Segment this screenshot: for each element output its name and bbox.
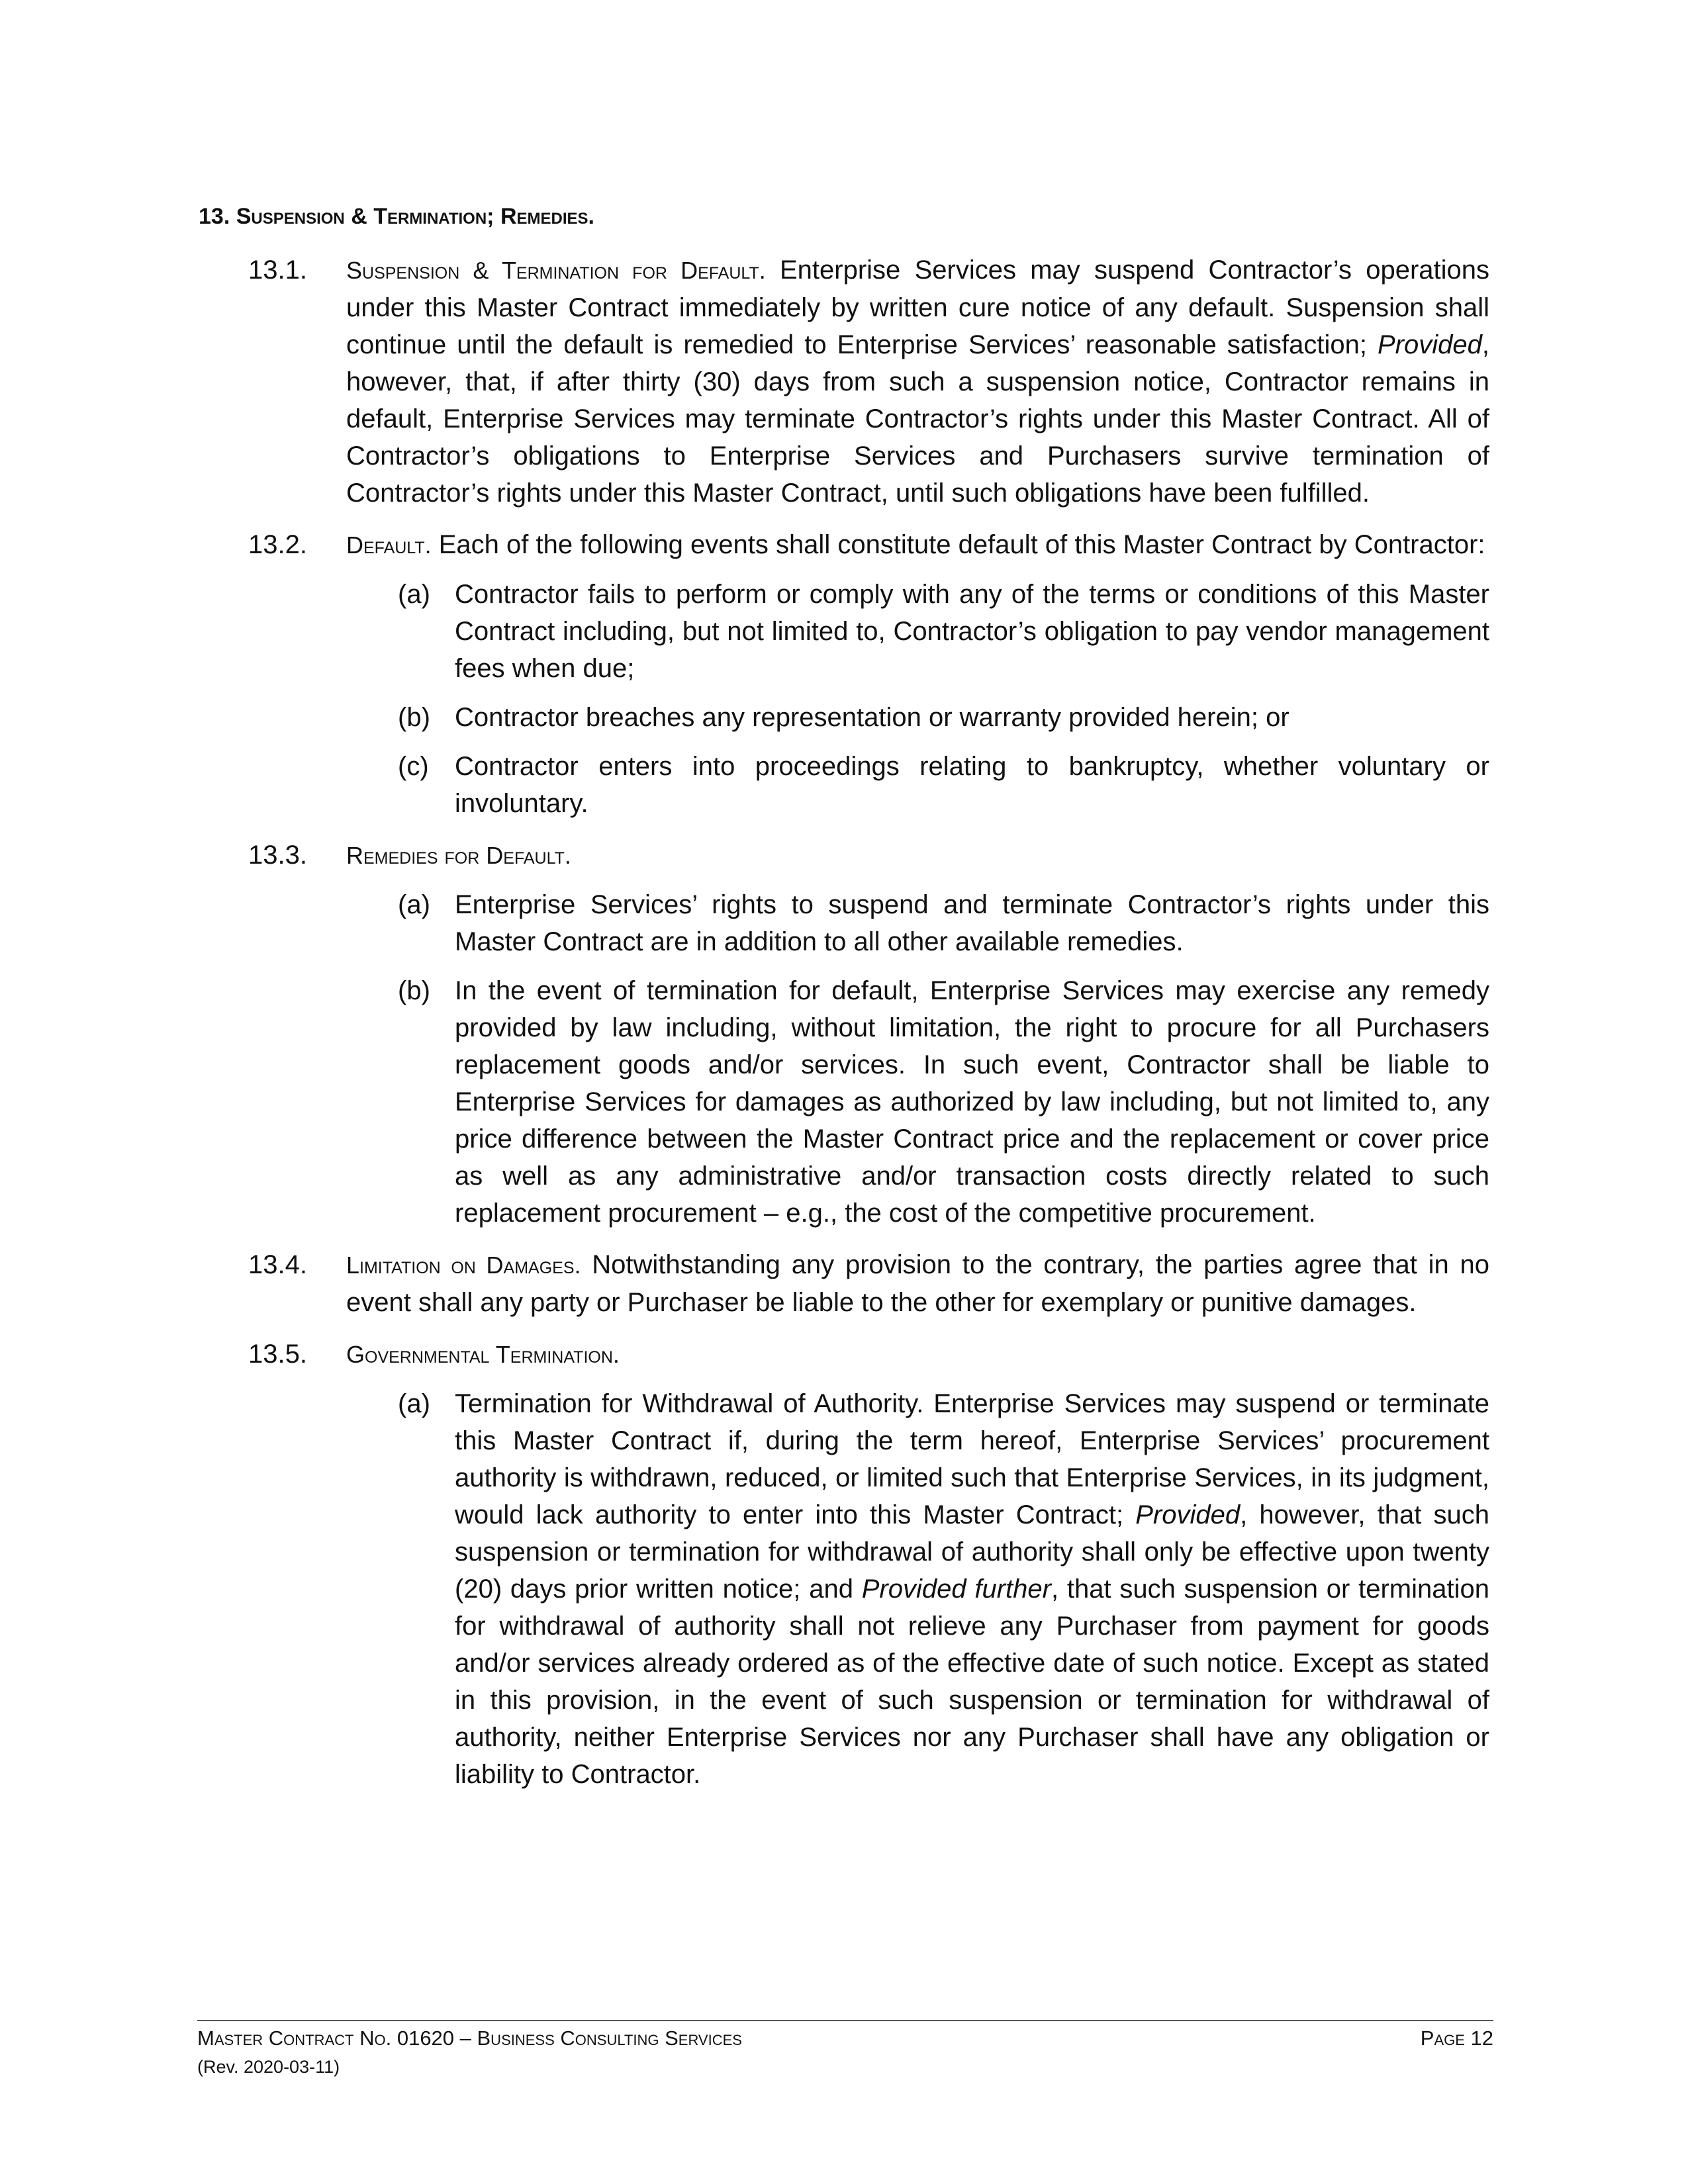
subclause-text-part: , that such suspension or termination for withdrawal of authority shall not relieve any Purchaser from payment for goods and/or services already ordered as of the effective date of such notice. Except as stated in this provision, in the event of such suspension or termination for withdrawal of authority, neither Enterprise Services nor any Purchaser shall have any obligation or liability to Contractor. — [455, 1574, 1489, 1789]
clause-number: 13.3. — [248, 841, 307, 870]
clause-italic-text: Provided — [1378, 330, 1482, 359]
clause-13-1 — [199, 251, 1489, 512]
subclause-a — [346, 576, 1489, 687]
subclause-letter: (c) — [398, 752, 429, 781]
subclause-letter: (a) — [398, 890, 430, 919]
footer-revision: (Rev. 2020-03-11) — [197, 2057, 340, 2077]
footer-contract-title: Master Contract No. 01620 – Business Consulting Services — [197, 2026, 742, 2050]
subclause-b — [346, 972, 1489, 1232]
subclause-text: Contractor enters into proceedings relating to bankruptcy, whether voluntary or involuntary. — [455, 752, 1489, 818]
clause-title: Remedies for Default. — [346, 842, 571, 869]
subclause-text: Contractor fails to perform or comply with any of the terms or conditions of this Master Contract including, but not limited to, Contractor’s obligation to pay vendor management fees when due; — [455, 580, 1489, 683]
clause-13-2 — [199, 526, 1489, 822]
clause-13-5 — [199, 1336, 1489, 1793]
clause-text: Each of the following events shall constitute default of this Master Contract by Contractor: — [431, 530, 1485, 559]
footer-divider — [197, 2020, 1493, 2021]
subclause-a — [346, 886, 1489, 960]
clause-text: Enterprise Services may suspend Contractor’s operations under this Master Contract immediately by written cure notice of any default. Suspension shall continue until the default is remedied to Enterprise Services’ reasonable satisfaction; — [346, 255, 1490, 359]
clause-body — [346, 526, 1489, 822]
subclause-text — [455, 1385, 1489, 1793]
footer-page-number: Page 12 — [1420, 2026, 1493, 2050]
subclause-text-part: Termination for Withdrawal of Authority. Enterprise Services may suspend or terminate this Master Contract if, during the term hereof, Enterprise Services’ procurement authority is withdrawn, reduced, or limited such that Enterprise Services, in its judgment, would lack authority to enter into this Master Contract; — [455, 1389, 1489, 1529]
clause-text: Notwithstanding any provision to the contrary, the parties agree that in no event shall any party or Purchaser be liable to the other for exemplary or punitive damages. — [346, 1250, 1490, 1317]
subclause-italic-text: Provided — [1135, 1500, 1241, 1529]
clause-number: 13.2. — [248, 530, 307, 559]
subclause-a — [346, 1385, 1489, 1793]
clause-title: Default. — [346, 531, 432, 559]
subclause-letter: (a) — [398, 580, 430, 609]
clause-number: 13.5. — [248, 1340, 307, 1369]
section-content — [199, 251, 1489, 1807]
subclause-text: Contractor breaches any representation or warranty provided herein; or — [455, 703, 1289, 732]
clause-body — [346, 837, 1489, 1232]
clause-number: 13.4. — [248, 1250, 307, 1279]
clause-body — [346, 1336, 1489, 1793]
subclause-b — [346, 699, 1489, 736]
subclause-italic-text: Provided further — [861, 1574, 1051, 1604]
section-heading: 13. Suspension & Termination; Remedies. — [199, 204, 594, 229]
clause-title: Suspension & Termination for Default. — [346, 257, 766, 284]
subclause-c — [346, 748, 1489, 822]
clause-title: Governmental Termination. — [346, 1341, 620, 1368]
subclause-text-part: , however, that such suspension or termination for withdrawal of authority shall only be effective upon twenty (20) days prior written notice; and — [455, 1500, 1489, 1604]
clause-body — [346, 251, 1489, 512]
clause-text-continued: , however, that, if after thirty (30) days from such a suspension notice, Contractor remains in default, Enterprise Services may terminate Contractor’s rights under this Master Contract. All of Contractor’s obligations to Enterprise Services and Purchasers survive termination of Contractor’s rights under this Master Contract, until such obligations have been fulfilled. — [346, 330, 1489, 508]
clause-number: 13.1. — [248, 255, 307, 285]
subclause-letter: (a) — [398, 1389, 430, 1418]
subclause-text: Enterprise Services’ rights to suspend and terminate Contractor’s rights under this Master Contract are in addition to all other available remedies. — [455, 890, 1489, 956]
clause-13-4 — [199, 1246, 1489, 1321]
subclause-text: In the event of termination for default, Enterprise Services may exercise any remedy provided by law including, without limitation, the right to procure for all Purchasers replacement goods and/or services. In such event, Contractor shall be liable to Enterprise Services for damages as authorized by law including, but not limited to, any price difference between the Master Contract price and the replacement or cover price as well as any administrative and/or transaction costs directly related to such replacement procurement – e.g., the cost of the competitive procurement. — [455, 976, 1489, 1228]
clause-body — [346, 1246, 1489, 1321]
subclause-letter: (b) — [398, 976, 430, 1005]
subclause-letter: (b) — [398, 703, 430, 732]
clause-13-3 — [199, 837, 1489, 1232]
clause-title: Limitation on Damages. — [346, 1251, 581, 1279]
